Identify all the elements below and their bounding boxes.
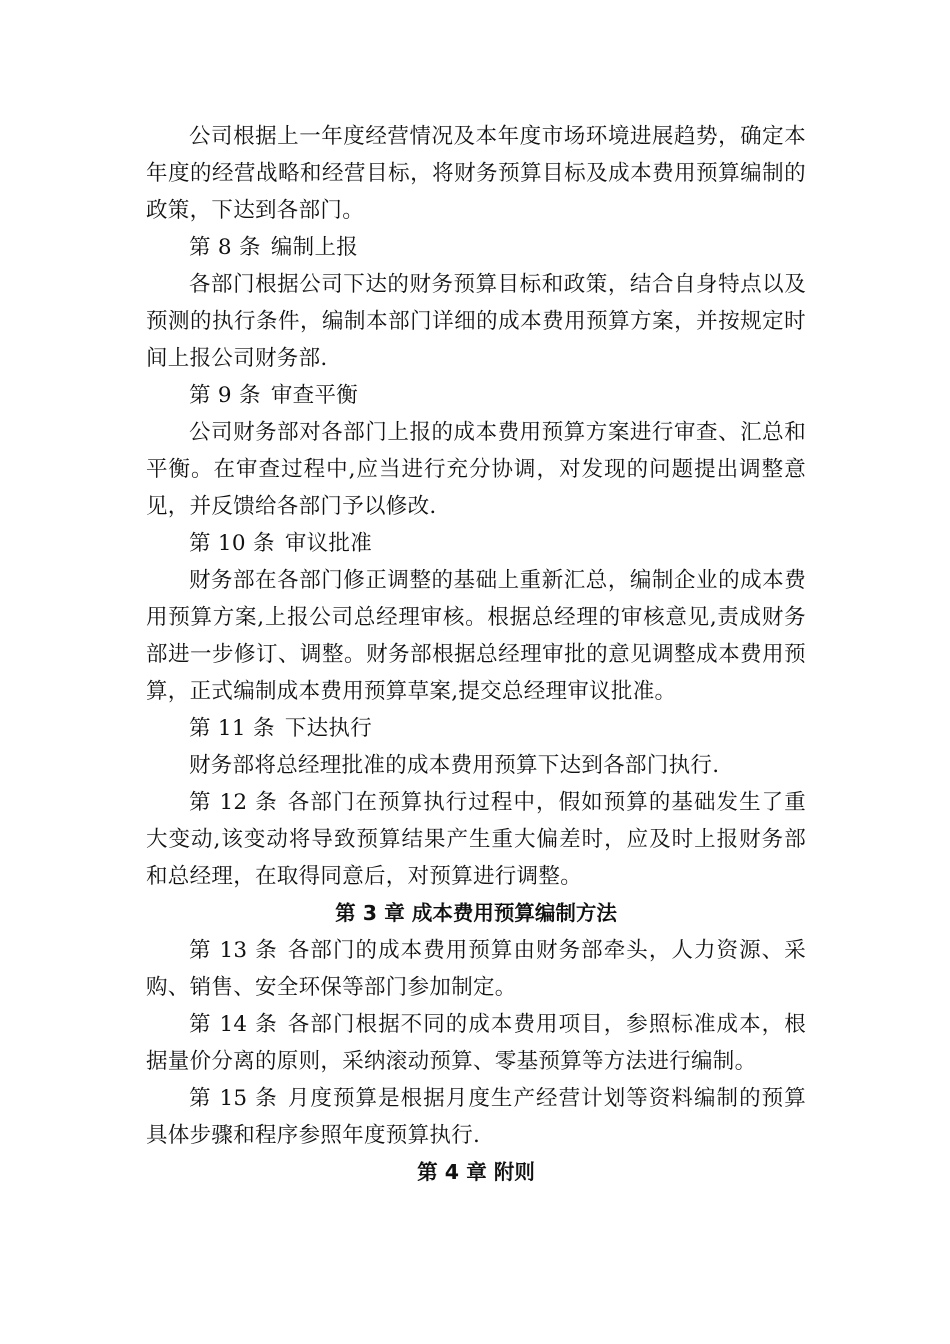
paragraph-article-10: 财务部在各部门修正调整的基础上重新汇总，编制企业的成本费用预算方案,上报公司总经理审核。根据总经理的审核意见,责成财务部进一步修订、调整。财务部根据总经理审批的意见调整成本费用预算，正式编制成本费用预算草案,提交总经理审议批准。 bbox=[146, 568, 806, 704]
article-number: 第 14 条 bbox=[189, 1012, 278, 1037]
paragraph-article-14 bbox=[146, 1006, 806, 1080]
article-11-heading bbox=[146, 710, 806, 747]
article-number: 第 15 条 bbox=[189, 1086, 278, 1111]
article-number: 第 9 条 bbox=[189, 383, 261, 408]
article-number: 第 11 条 bbox=[189, 716, 275, 741]
article-text: 各部门的成本费用预算由财务部牵头，人力资源、采购、销售、安全环保等部门参加制定。 bbox=[146, 938, 807, 1000]
article-text: 各部门根据不同的成本费用项目，参照标准成本，根据量价分离的原则，采纳滚动预算、零基预算等方法进行编制。 bbox=[146, 1012, 807, 1074]
article-text: 月度预算是根据月度生产经营计划等资料编制的预算具体步骤和程序参照年度预算执行. bbox=[146, 1086, 807, 1148]
article-number: 第 12 条 bbox=[189, 790, 278, 815]
article-number: 第 10 条 bbox=[189, 531, 275, 556]
article-title: 审议批准 bbox=[284, 531, 373, 556]
paragraph-article-15 bbox=[146, 1080, 806, 1154]
chapter-4-heading: 第 4 章 附则 bbox=[417, 1160, 535, 1184]
article-number: 第 8 条 bbox=[189, 235, 261, 260]
article-number: 第 13 条 bbox=[189, 938, 278, 963]
chapter-3-heading: 第 3 章 成本费用预算编制方法 bbox=[335, 901, 617, 925]
article-10-heading bbox=[146, 525, 806, 562]
paragraph-article-9: 公司财务部对各部门上报的成本费用预算方案进行审查、汇总和平衡。在审查过程中,应当进行充分协调，对发现的问题提出调整意见，并反馈给各部门予以修改. bbox=[146, 420, 806, 519]
paragraph-budget-targets: 公司根据上一年度经营情况及本年度市场环境进展趋势，确定本年度的经营战略和经营目标，将财务预算目标及成本费用预算编制的政策，下达到各部门。 bbox=[146, 124, 806, 223]
document-body bbox=[146, 118, 806, 1191]
paragraph-article-13 bbox=[146, 932, 806, 1006]
article-text: 各部门在预算执行过程中，假如预算的基础发生了重大变动,该变动将导致预算结果产生重大偏差时，应及时上报财务部和总经理，在取得同意后，对预算进行调整。 bbox=[146, 790, 807, 889]
paragraph-article-8: 各部门根据公司下达的财务预算目标和政策，结合自身特点以及预测的执行条件，编制本部门详细的成本费用预算方案，并按规定时间上报公司财务部. bbox=[146, 272, 806, 371]
paragraph-article-12 bbox=[146, 784, 806, 895]
article-8-heading bbox=[146, 229, 806, 266]
article-title: 审查平衡 bbox=[270, 383, 359, 408]
article-title: 编制上报 bbox=[270, 235, 359, 260]
article-9-heading bbox=[146, 377, 806, 414]
article-title: 下达执行 bbox=[284, 716, 373, 741]
paragraph-article-11: 财务部将总经理批准的成本费用预算下达到各部门执行. bbox=[189, 753, 720, 778]
